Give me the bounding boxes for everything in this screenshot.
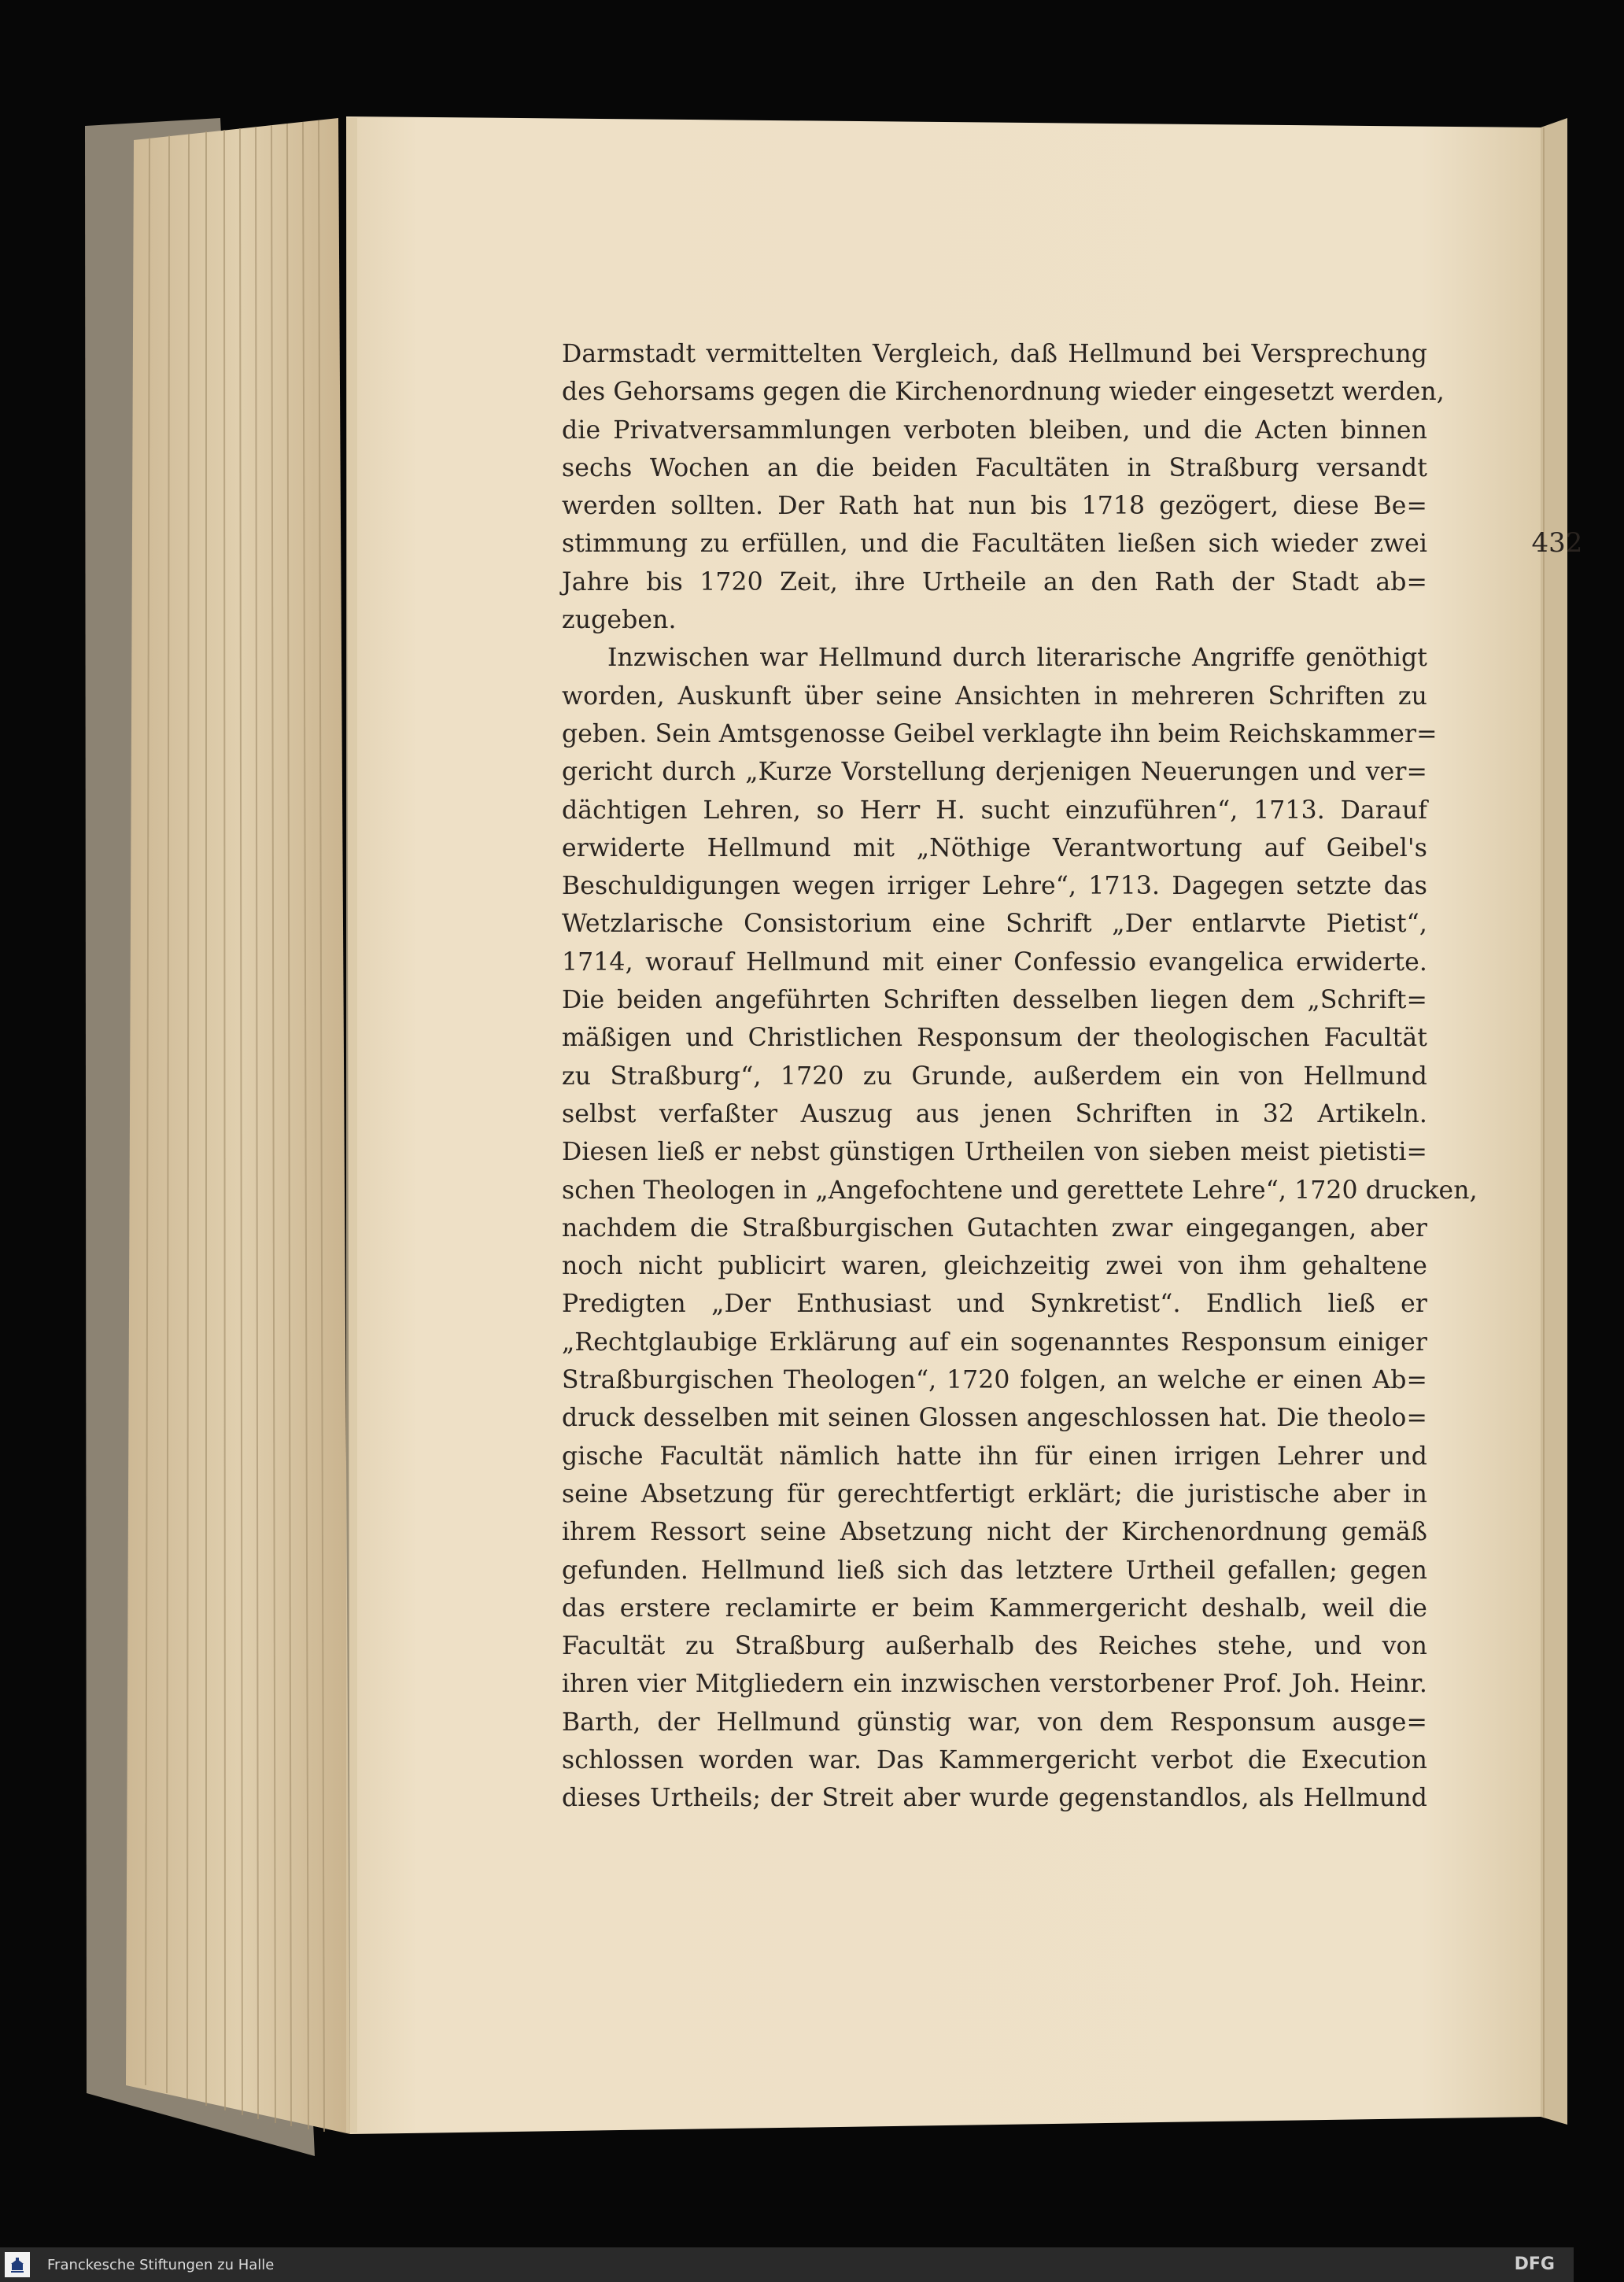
text-line: Beschuldigungen wegen irriger Lehre“, 1713. Dagegen setzte das xyxy=(562,872,1427,901)
text-line: geben. Sein Amtsgenosse Geibel verklagte ihn beim Reichskammer= xyxy=(562,719,1438,748)
text-line: zu Straßburg“, 1720 zu Grunde, außerdem ein von Hellmund xyxy=(562,1062,1427,1091)
text-line: worden, Auskunft über seine Ansichten in mehreren Schriften zu xyxy=(562,681,1427,711)
text-line: schlossen worden war. Das Kammergericht verbot die Execution xyxy=(562,1745,1427,1774)
text-line: selbst verfaßter Auszug aus jenen Schriften in 32 Artikeln. xyxy=(562,1099,1427,1128)
text-line: seine Absetzung für gerechtfertigt erklärt; die juristische aber in xyxy=(562,1479,1427,1508)
text-line: Barth, der Hellmund günstig war, von dem Responsum ausge= xyxy=(562,1708,1427,1737)
text-line: „Rechtglaubige Erklärung auf ein sogenanntes Responsum einiger xyxy=(562,1327,1427,1357)
text-line: noch nicht publicirt waren, gleichzeitig zwei von ihm gehaltene xyxy=(562,1252,1427,1281)
footer-brand[interactable]: DFG xyxy=(1514,2254,1555,2274)
text-line: gericht durch „Kurze Vorstellung derjenigen Neuerungen und ver= xyxy=(562,758,1427,787)
page-number: 432 xyxy=(1531,527,1583,559)
footer-institution[interactable]: Franckesche Stiftungen zu Halle xyxy=(47,2257,275,2273)
page-edges xyxy=(126,118,350,2134)
text-line: stimmung zu erfüllen, und die Facultäten ließen sich wieder zwei xyxy=(562,530,1427,559)
text-line: schen Theologen in „Angefochtene und gerettete Lehre“, 1720 drucken, xyxy=(562,1176,1478,1205)
text-line: 1714, worauf Hellmund mit einer Confessio evangelica erwiderte. xyxy=(562,947,1427,977)
text-line: Straßburgischen Theologen“, 1720 folgen, an welche er einen Ab= xyxy=(562,1366,1427,1395)
text-line: dächtigen Lehren, so Herr H. sucht einzuführen“, 1713. Darauf xyxy=(562,796,1427,825)
text-line: nachdem die Straßburgischen Gutachten zwar eingegangen, aber xyxy=(562,1213,1427,1243)
text-line: sechs Wochen an die beiden Facultäten in Straßburg versandt xyxy=(562,453,1427,482)
text-line: Jahre bis 1720 Zeit, ihre Urtheile an den Rath der Stadt ab= xyxy=(562,567,1427,596)
text-line: Facultät zu Straßburg außerhalb des Reiches stehe, und von xyxy=(562,1632,1427,1661)
text-line: das erstere reclamirte er beim Kammergericht deshalb, weil die xyxy=(562,1593,1427,1623)
text-line: Die beiden angeführten Schriften desselben liegen dem „Schrift= xyxy=(562,986,1427,1015)
text-line: ihrem Ressort seine Absetzung nicht der Kirchenordnung gemäß xyxy=(562,1518,1427,1547)
text-line: die Privatversammlungen verboten bleiben, und die Acten binnen xyxy=(562,415,1427,445)
text-line: erwiderte Hellmund mit „Nöthige Verantwortung auf Geibel's xyxy=(562,833,1427,862)
text-line: Diesen ließ er nebst günstigen Urtheilen von sieben meist pietisti= xyxy=(562,1138,1427,1167)
text-line: druck desselben mit seinen Glossen angeschlossen hat. Die theolo= xyxy=(562,1404,1427,1433)
text-line: gefunden. Hellmund ließ sich das letztere Urtheil gefallen; gegen xyxy=(562,1556,1427,1585)
text-line: Darmstadt vermittelten Vergleich, daß Hellmund bei Versprechung xyxy=(562,340,1427,368)
text-line: werden sollten. Der Rath hat nun bis 1718 gezögert, diese Be= xyxy=(562,492,1427,521)
text-line: Wetzlarische Consistorium eine Schrift „Der entlarvte Pietist“, xyxy=(562,910,1427,939)
text-lines xyxy=(562,335,1478,1818)
text-line: ihren vier Mitgliedern ein inzwischen verstorbener Prof. Joh. Heinr. xyxy=(562,1670,1427,1699)
text-line: dieses Urtheils; der Streit aber wurde gegenstandlos, als Hellmund xyxy=(562,1784,1427,1813)
footer-bar xyxy=(0,2247,1574,2282)
institution-logo-icon xyxy=(5,2252,30,2277)
right-edge xyxy=(1541,118,1567,2125)
text-line: zugeben. xyxy=(562,606,677,635)
text-line: gische Facultät nämlich hatte ihn für einen irrigen Lehrer und xyxy=(562,1442,1427,1471)
text-line: des Gehorsams gegen die Kirchenordnung wieder eingesetzt werden, xyxy=(562,378,1445,407)
text-line: Inzwischen war Hellmund durch literarische Angriffe genöthigt xyxy=(607,644,1427,673)
text-line: Predigten „Der Enthusiast und Synkretist“. Endlich ließ er xyxy=(562,1290,1427,1319)
text-line: mäßigen und Christlichen Responsum der theologischen Facultät xyxy=(562,1024,1427,1053)
